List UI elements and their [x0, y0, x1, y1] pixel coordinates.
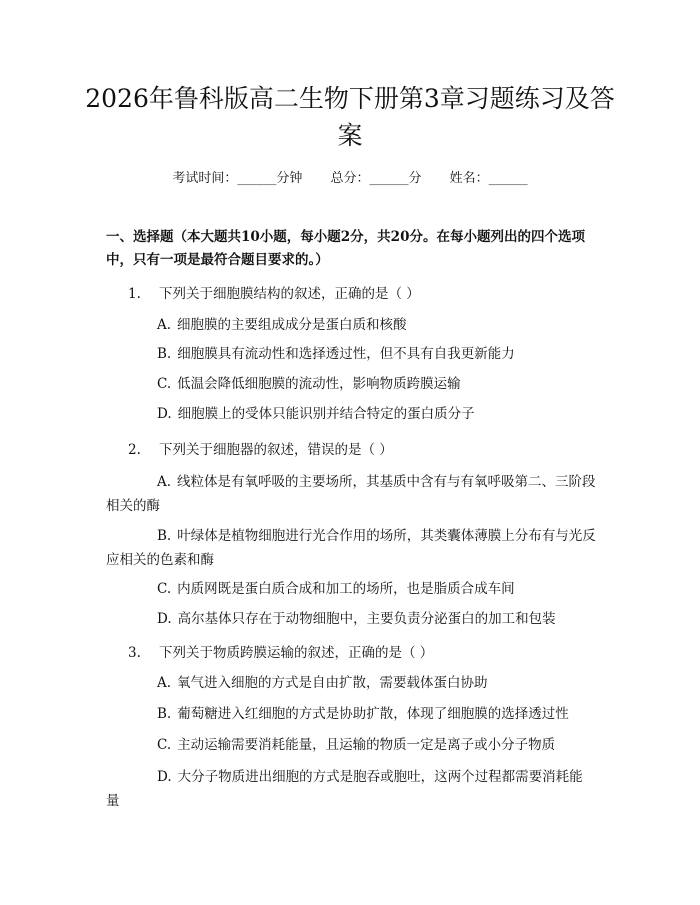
question-stem [128, 283, 420, 305]
option-item [106, 671, 596, 695]
question-number: 3. [128, 645, 141, 661]
exam-info-line [0, 167, 700, 186]
question-number: 1. [128, 286, 141, 302]
option-letter: A. [157, 317, 172, 333]
option-letter: C. [157, 376, 172, 392]
option-text: 细胞膜具有流动性和选择透过性，但不具有自我更新能力 [177, 346, 515, 362]
option-text: 主动运输需要消耗能量，且运输的物质一定是离子或小分子物质 [177, 737, 556, 753]
option-text: 内质网既是蛋白质合成和加工的场所，也是脂质合成车间 [177, 581, 515, 597]
option-letter: C. [157, 581, 172, 597]
option-item [106, 402, 596, 426]
option-item [106, 733, 596, 757]
option-item [106, 702, 596, 726]
option-item [106, 470, 596, 518]
option-item [106, 607, 596, 631]
question-text: 下列关于细胞器的叙述，错误的是（ ） [159, 442, 393, 458]
question-text: 下列关于物质跨膜运输的叙述，正确的是（ ） [159, 645, 434, 661]
option-letter: D. [157, 769, 172, 785]
option-item [106, 524, 596, 572]
option-text: 细胞膜上的受体只能识别并结合特定的蛋白质分子 [177, 406, 475, 422]
student-name-field: 姓名：______ [449, 171, 528, 186]
section-heading-choice: 一、选择题（本大题共10小题，每小题2分，共20分。在每小题列出的四个选项中，只有一项是最符合题目要求的。） [106, 229, 585, 268]
option-text: 叶绿体是植物细胞进行光合作用的场所，其类囊体薄膜上分布有与光反应相关的色素和酶 [106, 528, 596, 568]
option-letter: B. [157, 706, 172, 722]
option-text: 葡萄糖进入红细胞的方式是协助扩散，体现了细胞膜的选择透过性 [177, 706, 569, 722]
option-item [106, 372, 596, 396]
option-letter: D. [157, 611, 172, 627]
option-letter: B. [157, 346, 172, 362]
option-letter: D. [157, 406, 172, 422]
option-item [106, 313, 596, 337]
option-text: 线粒体是有氧呼吸的主要场所，其基质中含有与有氧呼吸第二、三阶段相关的酶 [106, 474, 596, 514]
question-text: 下列关于细胞膜结构的叙述，正确的是（ ） [159, 286, 420, 302]
exam-time-field: 考试时间：______分钟 [172, 171, 303, 186]
option-letter: A. [157, 474, 172, 490]
option-text: 大分子物质进出细胞的方式是胞吞或胞吐，这两个过程都需要消耗能量 [106, 769, 583, 809]
total-score-field: 总分：______分 [330, 171, 422, 186]
option-text: 氧气进入细胞的方式是自由扩散，需要载体蛋白协助 [177, 675, 488, 691]
option-letter: B. [157, 528, 172, 544]
document-title: 2026年鲁科版高二生物下册第3章习题练习及答案 [85, 84, 615, 150]
option-text: 低温会降低细胞膜的流动性，影响物质跨膜运输 [177, 376, 461, 392]
option-item [106, 765, 596, 813]
option-text: 高尔基体只存在于动物细胞中，主要负责分泌蛋白的加工和包装 [177, 611, 556, 627]
option-item [106, 577, 596, 601]
option-letter: C. [157, 737, 172, 753]
option-text: 细胞膜的主要组成成分是蛋白质和核酸 [177, 317, 407, 333]
question-stem [128, 642, 433, 664]
option-letter: A. [157, 675, 172, 691]
option-item [106, 342, 596, 366]
question-stem [128, 439, 393, 461]
question-number: 2. [128, 442, 141, 458]
